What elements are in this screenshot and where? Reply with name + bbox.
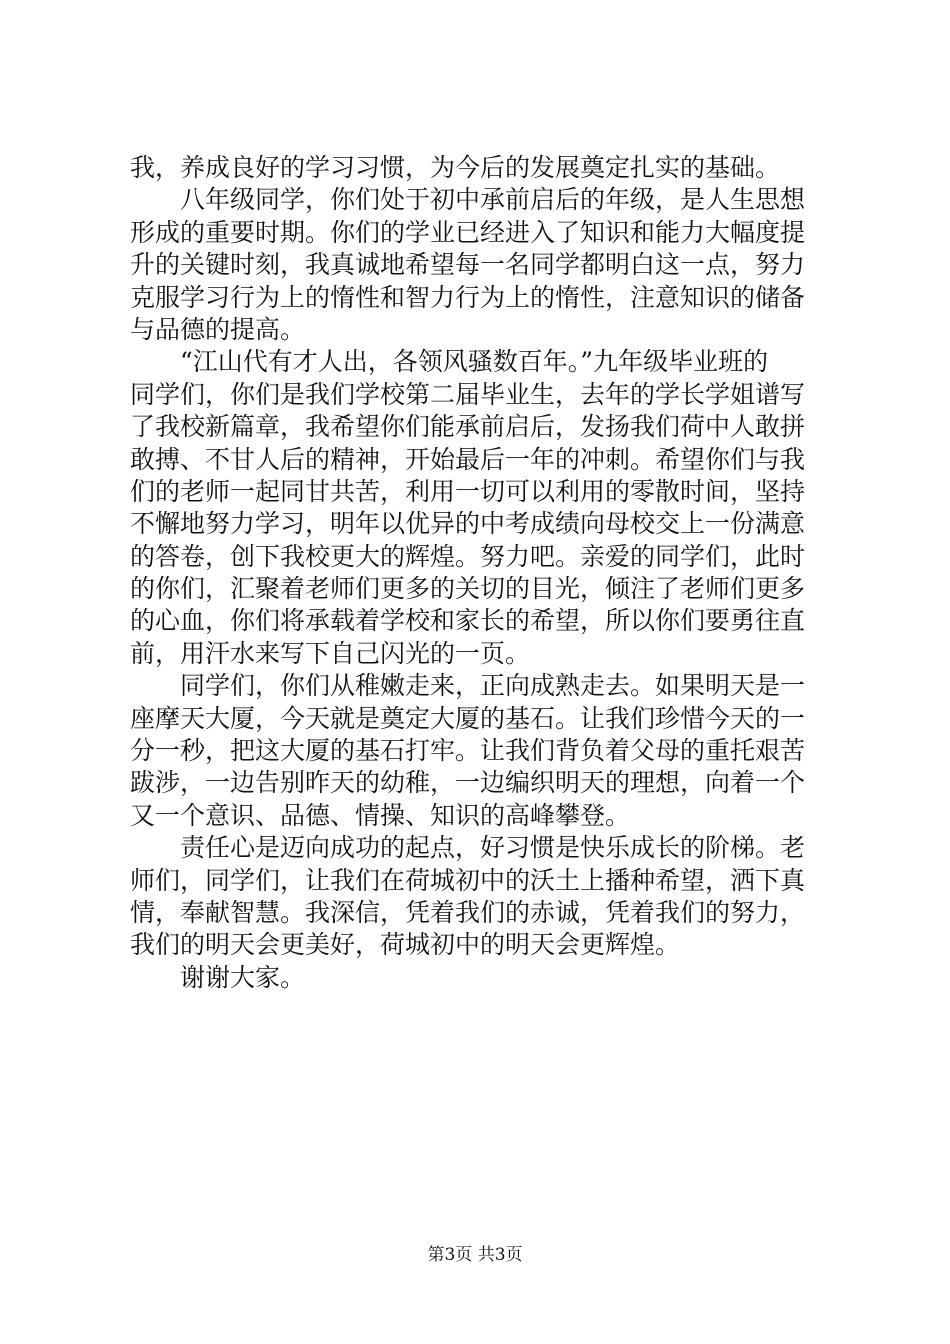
text-line: 的答卷，创下我校更大的辉煌。努力吧。亲爱的同学们，此时 [130, 541, 806, 571]
text-line: 前，用汗水来写下自己闪光的一页。 [130, 638, 531, 668]
text-line: 分一秒，把这大厦的基石打牢。让我们背负着父母的重托艰苦 [130, 736, 806, 766]
text-line: 我们的明天会更美好，荷城初中的明天会更辉煌。 [130, 930, 681, 960]
text-line: 升的关键时刻，我真诚地希望每一名同学都明白这一点，努力 [130, 250, 806, 280]
text-line: 责任心是迈向成功的起点，好习惯是快乐成长的阶梯。老 [130, 833, 806, 863]
text-line: 谢谢大家。 [130, 962, 306, 992]
text-line: 的你们，汇聚着老师们更多的关切的目光，倾注了老师们更多 [130, 574, 806, 604]
page-number-footer: 第3页 共3页 [427, 1245, 523, 1265]
text-line: 跋涉，一边告别昨天的幼稚，一边编织明天的理想，向着一个 [130, 768, 806, 798]
text-line: 又一个意识、品德、情操、知识的高峰攀登。 [130, 800, 631, 830]
text-line: 同学们，你们是我们学校第二届毕业生，去年的学长学姐谱写 [130, 379, 806, 409]
text-line: 的心血，你们将承载着学校和家长的希望，所以你们要勇往直 [130, 606, 806, 636]
text-line: 敢搏、不甘人后的精神，开始最后一年的冲刺。希望你们与我 [130, 444, 806, 474]
page-body-text [130, 152, 830, 994]
text-line: 同学们，你们从稚嫩走来，正向成熟走去。如果明天是一 [130, 671, 806, 701]
text-line: 师们，同学们，让我们在荷城初中的沃土上播种希望，洒下真 [130, 865, 806, 895]
text-line: 了我校新篇章，我希望你们能承前启后，发扬我们荷中人敢拼 [130, 412, 806, 442]
text-line: 不懈地努力学习，明年以优异的中考成绩向母校交上一份满意 [130, 509, 806, 539]
text-line: 克服学习行为上的惰性和智力行为上的惰性，注意知识的储备 [130, 282, 806, 312]
text-line: 八年级同学，你们处于初中承前启后的年级，是人生思想 [130, 185, 806, 215]
text-line: 座摩天大厦，今天就是奠定大厦的基石。让我们珍惜今天的一 [130, 703, 806, 733]
text-line: 形成的重要时期。你们的学业已经进入了知识和能力大幅度提 [130, 217, 806, 247]
text-line: 们的老师一起同甘共苦，利用一切可以利用的零散时间，坚持 [130, 476, 806, 506]
text-line: 我，养成良好的学习习惯，为今后的发展奠定扎实的基础。 [130, 153, 781, 182]
text-line: 与品德的提高。 [130, 314, 306, 344]
text-line: 情，奉献智慧。我深信，凭着我们的赤诚，凭着我们的努力， [130, 897, 806, 927]
text-line: “江山代有才人出，各领风骚数百年。”九年级毕业班的 [130, 347, 769, 377]
